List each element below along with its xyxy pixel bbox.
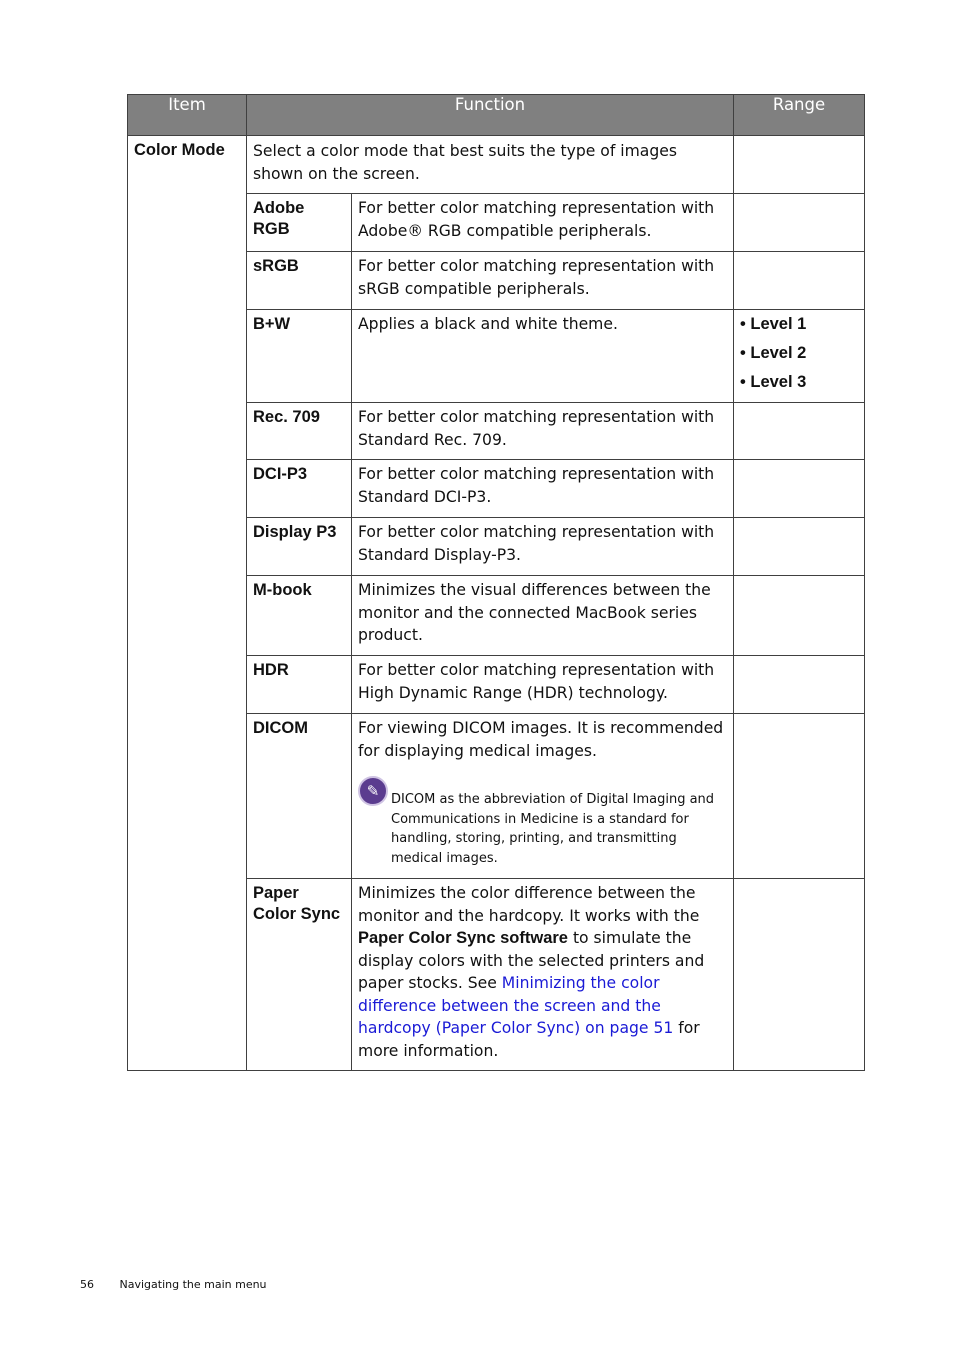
mode-description: Applies a black and white theme.	[352, 310, 734, 403]
mode-m-book: M-book	[247, 576, 352, 656]
mode-rec709: Rec. 709	[247, 403, 352, 460]
range-empty	[734, 460, 865, 518]
pencil-note-icon: ✎	[358, 776, 388, 806]
mode-dci-p3: DCI-P3	[247, 460, 352, 518]
range-level-3: • Level 3	[740, 373, 807, 391]
range-empty	[734, 403, 865, 460]
range-empty	[734, 136, 865, 194]
mode-description	[352, 714, 734, 879]
table-row	[128, 136, 865, 194]
header-range: Range	[734, 95, 865, 136]
footer-section: Navigating the main menu	[119, 1278, 267, 1291]
mode-description	[352, 879, 734, 1071]
range-empty	[734, 252, 865, 310]
paper-desc-bold: Paper Color Sync software	[358, 929, 568, 947]
color-mode-table	[127, 94, 865, 1071]
mode-description: Minimizes the visual differences between the monitor and the connected MacBook series product.	[352, 576, 734, 656]
dicom-note	[358, 776, 727, 868]
paper-desc-3: for more information.	[358, 1019, 700, 1060]
item-color-mode: Color Mode	[128, 136, 247, 1071]
mode-dicom: DICOM	[247, 714, 352, 879]
mode-paper-color-sync: Paper Color Sync	[247, 879, 352, 1071]
page-number: 56	[80, 1278, 94, 1291]
mode-adobe-rgb: Adobe RGB	[247, 194, 352, 252]
mode-bw: B+W	[247, 310, 352, 403]
paper-desc-2: to simulate the display colors with the selected printers and paper stocks. See	[358, 929, 705, 992]
header-item: Item	[128, 95, 247, 136]
mode-description: For better color matching representation with sRGB compatible peripherals.	[352, 252, 734, 310]
table-header-row	[128, 95, 865, 136]
range-empty	[734, 194, 865, 252]
mode-description: For better color matching representation with Standard DCI-P3.	[352, 460, 734, 518]
mode-description: For better color matching representation with Standard Display-P3.	[352, 518, 734, 576]
paper-color-sync-link[interactable]: Minimizing the color difference between the screen and the hardcopy (Paper Color Sync) on page 51	[358, 974, 674, 1037]
color-mode-description: Select a color mode that best suits the type of images shown on the screen.	[247, 136, 734, 194]
mode-description: For better color matching representation with Adobe® RGB compatible peripherals.	[352, 194, 734, 252]
page-footer	[80, 1278, 267, 1291]
range-levels	[734, 310, 865, 403]
dicom-description: For viewing DICOM images. It is recommended for displaying medical images.	[358, 719, 724, 760]
dicom-note-text: DICOM as the abbreviation of Digital Imaging and Communications in Medicine is a standard for handling, storing, printing, and transmitting medical images.	[391, 792, 715, 866]
range-level-1: • Level 1	[740, 315, 807, 333]
range-empty	[734, 576, 865, 656]
mode-description: For better color matching representation with Standard Rec. 709.	[352, 403, 734, 460]
mode-display-p3: Display P3	[247, 518, 352, 576]
mode-srgb: sRGB	[247, 252, 352, 310]
range-level-2: • Level 2	[740, 344, 807, 362]
mode-hdr: HDR	[247, 656, 352, 714]
mode-description: For better color matching representation with High Dynamic Range (HDR) technology.	[352, 656, 734, 714]
header-function: Function	[247, 95, 734, 136]
range-empty	[734, 518, 865, 576]
range-empty	[734, 879, 865, 1071]
range-empty	[734, 656, 865, 714]
range-empty	[734, 714, 865, 879]
paper-desc-1: Minimizes the color difference between the monitor and the hardcopy. It works with the	[358, 884, 700, 925]
